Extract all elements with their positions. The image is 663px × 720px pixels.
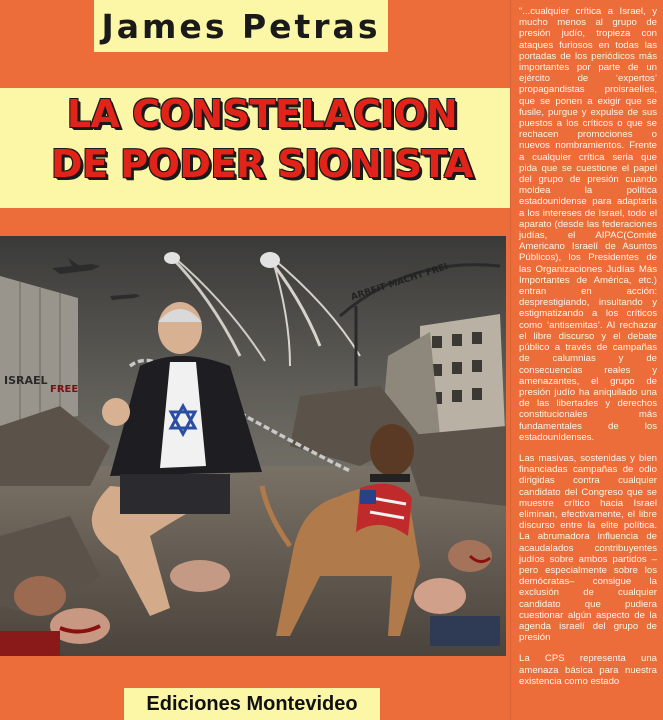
book-title-line-2: DE PODER SIONISTA: [51, 142, 473, 186]
author-name: James Petras: [101, 6, 381, 46]
book-title-line-1: LA CONSTELACION: [66, 92, 458, 136]
cover-illustration: [0, 236, 506, 656]
back-paragraph-3: La CPS representa una amenaza básica para nuestra existencia como estado: [519, 653, 657, 687]
back-paragraph-1: “...cualquier crítica a Israel, y mucho menos al grupo de presión judío, tropieza con ataques furiosos en todas las portadas de los periódicos más importantes por parte de un ejército de ‘expertos’ propagandistas proisraelíes, que se ponen a exigir que se fusile, purgue y expulse de sus puestos a los críticos o que se rechacen promociones o nuevos nombramientos. Frente a cualquier crítica seria que pida que se cuestione el papel del grupo de presión cuando moldea la política estadounidense para adaptarla a los intereses de Israel, todo el aparato (desde las federaciones judías, el AIPAC(Comité Americano Israelí de Asuntos Públicos), los Presidentes de las Organizaciones Judías Más Importantes de América, etc.) entran en acción: desprestigiando, insultando y estigmatizando a los críticos como ‘antisemitas’. Al rechazar el libre discurso y el debate público a través de campañas de calumnias y de consecuencias reales y amenazantes, el grupo de presión judío ha aniquilado una de las libertades y derechos constitucionales más fundamentales de los estadounidenses.: [519, 6, 657, 443]
spine-divider: [510, 0, 511, 720]
back-cover-text: [519, 6, 657, 697]
publisher-name: Ediciones Montevideo: [146, 692, 358, 715]
wall-graffiti-2: FREE: [50, 384, 79, 395]
back-paragraph-2: Las masivas, sostenidas y bien financiadas campañas de odio dirigidas contra cualquier candidato del Congreso que se muestre crítico hacia Israel eliminan, efectivamente, el libre discurso entre la elite política. La abrumadora influencia de acaudalados contribuyentes judíos sobre ambos partidos –pero especialmente sobre los demócratas– consigue la exclusión de cualquier candidato que pudiera cuestionar algún aspecto de la agenda israelí del grupo de presión: [519, 452, 657, 644]
publisher-box: [124, 688, 380, 720]
gate-sign-text: ARBEIT MACHT FREI: [349, 261, 450, 303]
wall-graffiti: ISRAEL: [4, 374, 48, 387]
separation-wall: [0, 276, 78, 426]
author-box: [94, 0, 388, 52]
